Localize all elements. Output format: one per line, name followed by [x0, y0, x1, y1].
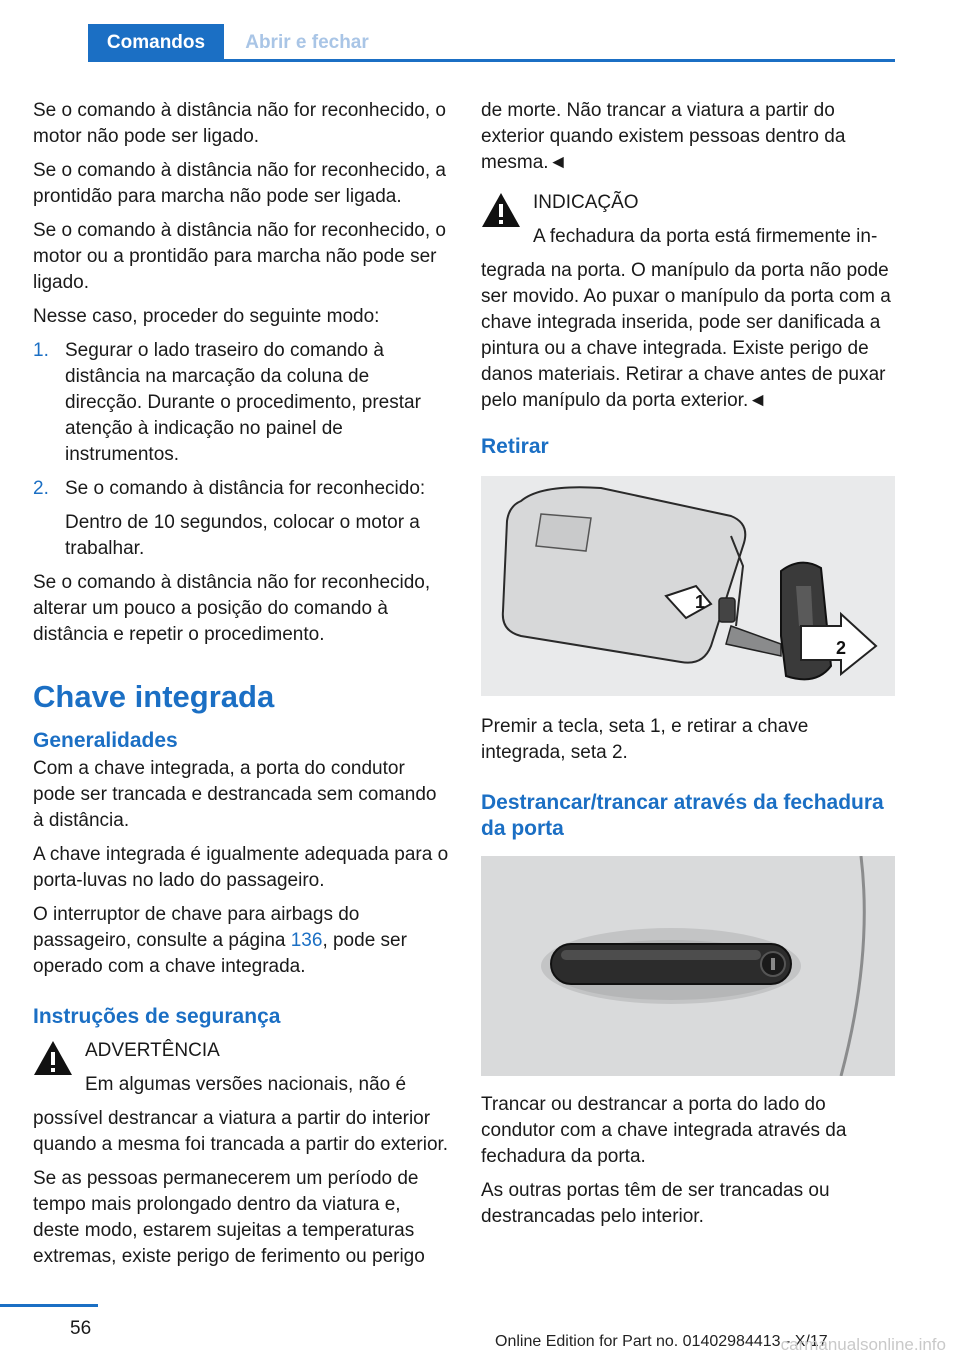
- intro-paragraph-1: Se o comando à distância não for reconhecido, o motor não pode ser ligado.: [33, 100, 446, 147]
- note-block: [481, 190, 897, 414]
- text-segment: , pode ser operado com a chave integrada.: [33, 930, 407, 977]
- subsection-title-generalidades: Generalidades: [33, 729, 178, 752]
- note-text: tegrada na porta. O manípulo da porta não pode ser movido. Ao puxar o manípulo da porta com a chave integrada inserida, pode ser danificada a pintura ou a chave integrada. Existe perigo de danos materiais. Retirar a chave antes de puxar pelo manípulo da porta exterior.◄: [481, 260, 891, 411]
- left-column: [33, 98, 449, 1278]
- subsection-title-retirar: Retirar: [481, 435, 549, 458]
- seguranca-paragraph-2: Se as pessoas permanecerem um período de tempo mais prolongado dentro da viatura e, deste modo, estarem sujeitas a temperaturas extremas, existe perigo de ferimento ou perigo: [33, 1168, 425, 1267]
- generalidades-paragraph-2: A chave integrada é igualmente adequada para o porta-luvas no lado do passageiro.: [33, 844, 449, 891]
- intro-paragraph-3: Se o comando à distância não for reconhecido, o motor ou a prontidão para marcha não pode ser ligado.: [33, 220, 446, 293]
- warning-triangle-icon: [481, 192, 521, 228]
- note-label: INDICAÇÃO: [533, 192, 639, 213]
- header-rule: [88, 59, 895, 62]
- generalidades-paragraph-3: [33, 902, 449, 980]
- warning-label: ADVERTÊNCIA: [85, 1040, 220, 1061]
- text-segment: O interruptor de chave para airbags do passageiro, consulte a página: [33, 904, 360, 951]
- right-column: [481, 98, 897, 1238]
- page-reference-link[interactable]: 136: [290, 930, 323, 951]
- warning-block: [33, 1038, 449, 1158]
- key-removal-illustration: [481, 476, 895, 696]
- warning-text: possível destrancar a viatura a partir do interior quando a mesma foi trancada a partir do exterior.: [33, 1108, 449, 1155]
- generalidades-paragraph-1: Com a chave integrada, a porta do condutor pode ser trancada e destrancada sem comando à distância.: [33, 758, 437, 831]
- subsection-title-seguranca: Instruções de segurança: [33, 1005, 281, 1028]
- warning-first-line: Em algumas versões nacionais, não é: [85, 1074, 407, 1095]
- tab-abrir-e-fechar[interactable]: Abrir e fechar: [245, 32, 369, 53]
- procedure-steps: [33, 338, 449, 562]
- destrancar-paragraph-1: Trancar ou destrancar a porta do lado do condutor com a chave integrada através da fechadura da porta.: [481, 1094, 847, 1167]
- retirar-caption: Premir a tecla, seta 1, e retirar a chave integrada, seta 2.: [481, 716, 809, 763]
- arrow-1-label: 1: [695, 592, 706, 612]
- door-handle-illustration: [481, 856, 895, 1076]
- intro-paragraph-2: Se o comando à distância não for reconhecido, a prontidão para marcha não pode ser ligada.: [33, 160, 446, 207]
- step-number: 1.: [33, 340, 49, 361]
- step-text: Se o comando à distância for reconhecido:: [65, 478, 426, 499]
- step-number: 2.: [33, 478, 49, 499]
- intro-paragraph-4: Nesse caso, proceder do seguinte modo:: [33, 306, 380, 327]
- continuation-paragraph: de morte. Não trancar a viatura a partir do exterior quando existem pessoas dentro da mesma.◄: [481, 100, 846, 173]
- after-steps-paragraph: Se o comando à distância não for reconhecido, alterar um pouco a posição do comando à distância e repetir o procedimento.: [33, 572, 431, 645]
- note-first-line: A fechadura da porta está firmemente in-: [533, 226, 878, 247]
- step-extra-text: Dentro de 10 segundos, colocar o motor a trabalhar.: [65, 512, 420, 559]
- footer-edition-text: Online Edition for Part no. 01402984413 - X/17: [495, 1333, 828, 1350]
- subsection-title-destrancar: Destrancar/trancar através da fechadura da porta: [481, 791, 884, 840]
- page-number: 56: [70, 1318, 92, 1339]
- step-text: Segurar o lado traseiro do comando à distância na marcação da coluna de direcção. Durante o procedimento, prestar atenção à indicação no painel de instrumentos.: [65, 340, 421, 465]
- arrow-2-label: 2: [836, 638, 847, 658]
- warning-triangle-icon: [33, 1040, 73, 1076]
- destrancar-paragraph-2: As outras portas têm de ser trancadas ou destrancadas pelo interior.: [481, 1180, 830, 1227]
- step-1: [33, 338, 449, 468]
- watermark: carmanualsonline.info: [780, 1335, 946, 1354]
- step-2: [33, 476, 449, 562]
- footer-rule: [0, 1304, 98, 1307]
- tab-comandos[interactable]: Comandos: [88, 24, 224, 62]
- section-title-chave-integrada: Chave integrada: [33, 679, 275, 714]
